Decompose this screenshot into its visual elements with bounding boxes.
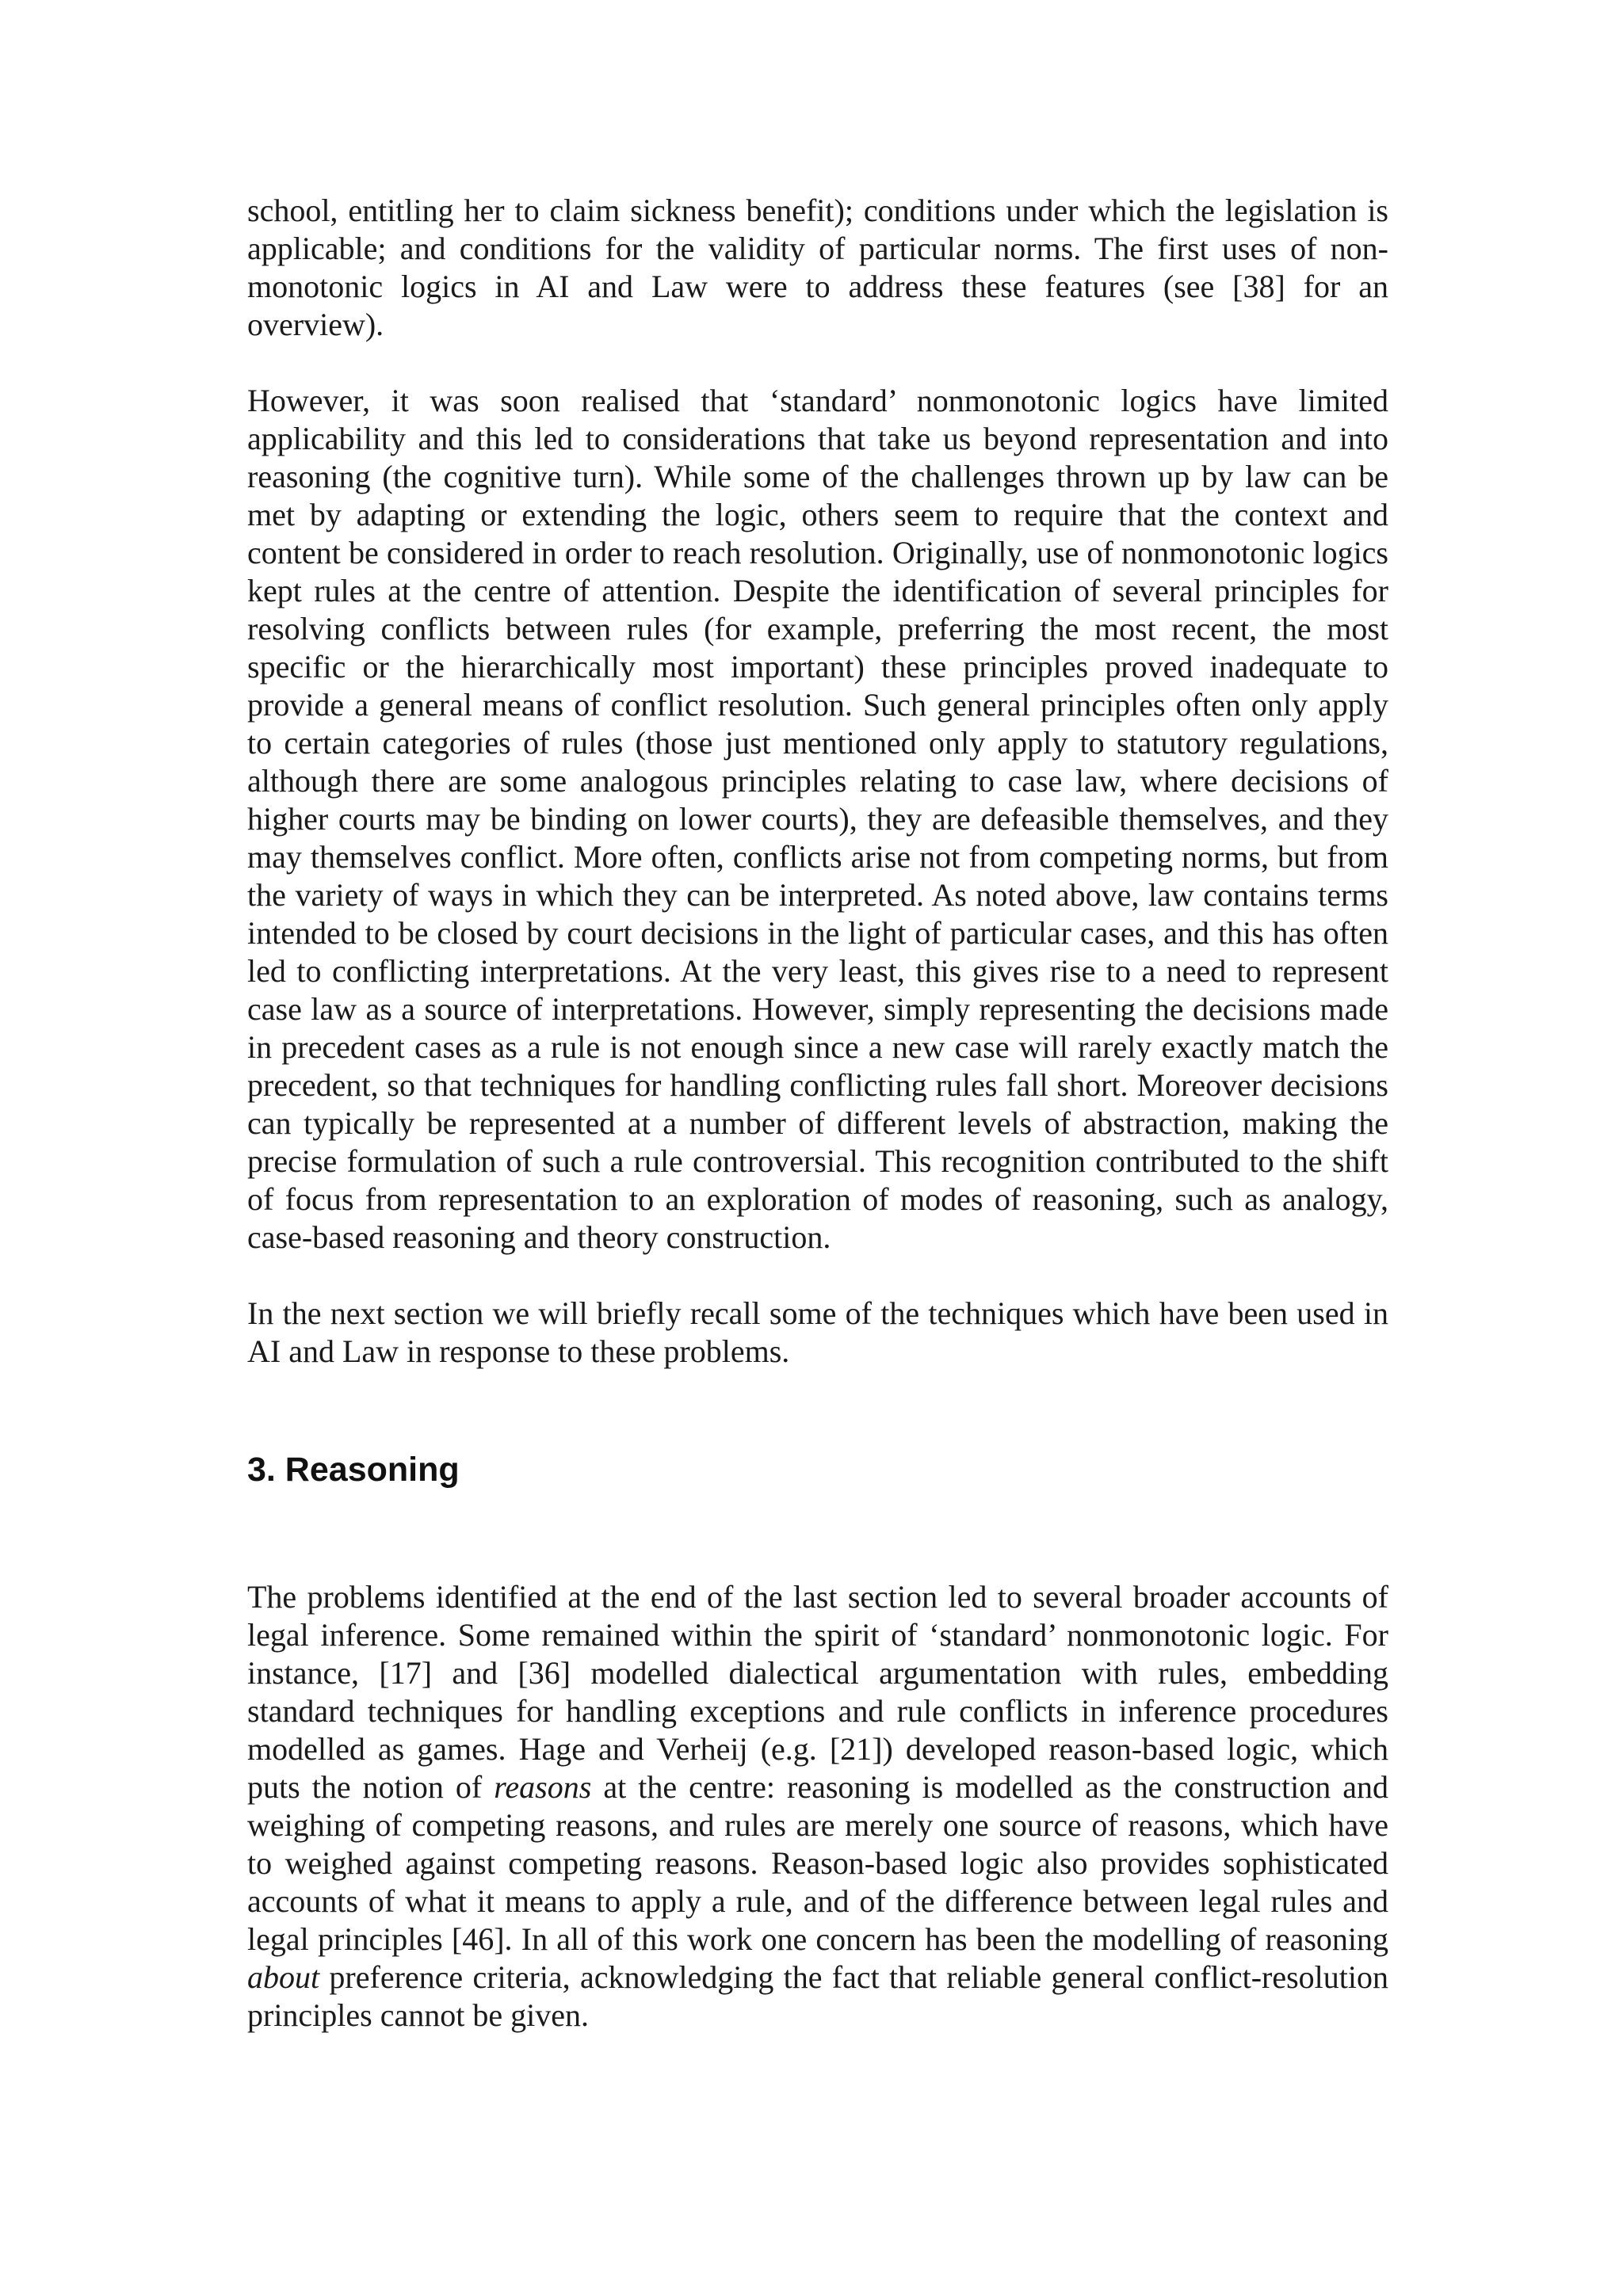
paragraph-text: The problems identified at the end of the last section led to several broader accounts of legal inference. Some remained within the spirit of ‘standard’ nonmonotonic logic. For instance, [17] and [36] modelled dialectical argumentation with rules, embedding standard techniques for handling exceptions and rule conflicts in inference procedures modelled as games. Hage and Verheij (e.g. [21]) developed reason-based logic, which puts the notion of xyxy=(247,1579,1388,1805)
paragraph-reasoning xyxy=(247,1578,1388,2035)
document-page xyxy=(247,192,1388,2035)
paragraph-cognitive-turn: However, it was soon realised that ‘standard’ nonmonotonic logics have limited applicability and this led to considerations that take us beyond representation and into reasoning (the cognitive turn). While some of the challenges thrown up by law can be met by adapting or extending the logic, others seem to require that the context and content be considered in order to reach resolution. Originally, use of nonmonotonic logics kept rules at the centre of attention. Despite the identification of several principles for resolving conflicts between rules (for example, preferring the most recent, the most specific or the hierarchically most important) these principles proved inadequate to provide a general means of conflict resolution. Such general principles often only apply to certain categories of rules (those just mentioned only apply to statutory regulations, although there are some analogous principles relating to case law, where decisions of higher courts may be binding on lower courts), they are defeasible themselves, and they may themselves conflict. More often, conflicts arise not from competing norms, but from the variety of ways in which they can be interpreted. As noted above, law contains terms intended to be closed by court decisions in the light of particular cases, and this has often led to conflicting interpretations. At the very least, this gives rise to a need to represent case law as a source of interpretations. However, simply representing the decisions made in precedent cases as a rule is not enough since a new case will rarely exactly match the precedent, so that techniques for handling conflicting rules fall short. Moreover decisions can typically be represented at a number of different levels of abstraction, making the precise formulation of such a rule controversial. This recognition contributed to the shift of focus from representation to an exploration of modes of reasoning, such as analogy, case-based reasoning and theory construction. xyxy=(247,383,1388,1255)
paragraph-intro-continuation: school, entitling her to claim sickness benefit); conditions under which the legislation is applicable; and conditions for the validity of particular norms. The first uses of non-monotonic logics in AI and Law were to address these features (see [38] for an overview). xyxy=(247,193,1388,342)
paragraph-text: at the centre: reasoning is modelled as the construction and weighing of competing reasons, and rules are merely one source of reasons, which have to weighed against competing reasons. Reason-based logic also provides sophisticated accounts of what it means to apply a rule, and of the difference between legal rules and legal principles [46]. In all of this work one concern has been the modelling of reasoning xyxy=(247,1769,1388,1957)
emphasis-about: about xyxy=(247,1959,320,1995)
paragraph-text: preference criteria, acknowledging the fact that reliable general conflict-resolution principles cannot be given. xyxy=(247,1959,1388,2033)
section-heading-reasoning: 3. Reasoning xyxy=(247,1451,460,1489)
paragraph-next-section: In the next section we will briefly recall some of the techniques which have been used in AI and Law in response to these problems. xyxy=(247,1295,1388,1369)
emphasis-reasons: reasons xyxy=(494,1769,592,1805)
